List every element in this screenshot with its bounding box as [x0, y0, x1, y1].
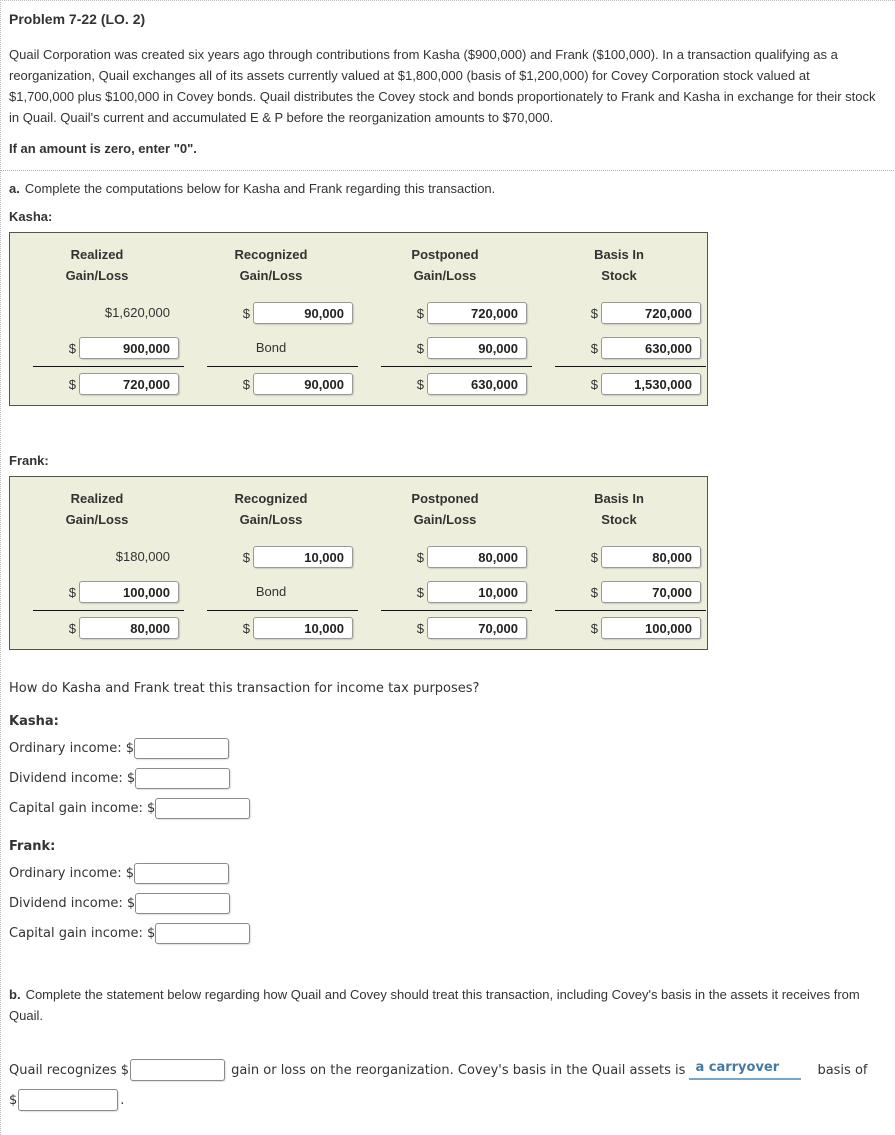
frank-recognized-total-input[interactable] [253, 617, 353, 639]
frank-realized-basis-input[interactable] [79, 581, 179, 603]
frank-ordinary-income-input[interactable] [134, 863, 229, 884]
sum-line [33, 610, 184, 611]
kasha-ordinary-income-row [9, 737, 887, 759]
ordinary-income-label: Ordinary income: $ [9, 740, 134, 756]
frank-gainloss-table [9, 476, 708, 650]
basis-amount-input[interactable] [18, 1089, 118, 1111]
col-header-postponed: Postponed Gain/Loss [411, 491, 479, 527]
basis-amount-line [9, 1089, 887, 1111]
kasha-basis-total-input[interactable] [601, 373, 701, 395]
ordinary-income-label: Ordinary income: $ [9, 865, 134, 881]
basis-type-dropdown[interactable]: a carryover [689, 1060, 801, 1080]
kasha-section-label: Kasha: [9, 209, 53, 224]
dollar-sign: $ [416, 305, 424, 321]
kasha-dividend-income-row [9, 767, 887, 789]
dollar-sign: $ [590, 305, 598, 321]
part-a-text: Complete the computations below for Kasha and Frank regarding this transaction. [24, 181, 496, 196]
sum-line [207, 366, 358, 367]
dollar-sign: $ [68, 620, 76, 636]
recognition-statement [9, 1059, 888, 1081]
sum-line [207, 610, 358, 611]
dollar-sign: $ [590, 620, 598, 636]
frank-capital-gain-income-row [9, 922, 887, 944]
col-header-basis: Basis In Stock [594, 247, 644, 283]
zero-instruction: If an amount is zero, enter "0". [9, 141, 197, 156]
dollar-sign: $ [242, 376, 250, 392]
sum-line [555, 366, 706, 367]
col-header-recognized: Recognized Gain/Loss [234, 491, 308, 527]
frank-postponed-total-input[interactable] [427, 617, 527, 639]
kasha-sum-lines [10, 366, 707, 367]
col-header-basis: Basis In Stock [594, 491, 644, 527]
dollar-sign: $ [590, 584, 598, 600]
frank-basis-bond-input[interactable] [601, 581, 701, 603]
dollar-sign: $ [416, 549, 424, 565]
gain-loss-amount-input[interactable] [130, 1059, 225, 1081]
sum-line [555, 610, 706, 611]
kasha-stock-basis-input[interactable] [601, 302, 701, 324]
dollar-sign: $ [68, 340, 76, 356]
kasha-realized-total-input[interactable] [79, 373, 179, 395]
capital-gain-income-label: Capital gain income: $ [9, 925, 156, 941]
dollar-sign: $ [590, 340, 598, 356]
dollar-sign: $ [242, 305, 250, 321]
frank-realized-total-input[interactable] [79, 617, 179, 639]
kasha-basis-bond-input[interactable] [601, 337, 701, 359]
kasha-income-heading: Kasha: [9, 714, 59, 729]
frank-income-heading: Frank: [9, 839, 56, 854]
kasha-bond-label: Bond [255, 340, 287, 355]
kasha-row-1 [10, 302, 707, 324]
frank-section-label: Frank: [9, 453, 49, 468]
dividend-income-label: Dividend income: $ [9, 895, 136, 911]
kasha-row-3 [10, 373, 707, 395]
frank-dividend-income-row [9, 892, 887, 914]
dollar-sign: $ [416, 340, 424, 356]
section-divider [1, 170, 895, 171]
sum-line [381, 366, 532, 367]
part-a-line [9, 181, 887, 196]
tax-question: How do Kasha and Frank treat this transaction for income tax purposes? [9, 681, 480, 696]
dollar-sign: $ [416, 376, 424, 392]
dividend-income-label: Dividend income: $ [9, 770, 136, 786]
frank-postponed-gain-input[interactable] [427, 546, 527, 568]
part-b-text: Complete the statement below regarding how Quail and Covey should treat this transaction, including Covey's basis in the assets it receives from Quail. [9, 987, 860, 1023]
kasha-recognized-total-input[interactable] [253, 373, 353, 395]
col-header-realized: Realized Gain/Loss [65, 247, 129, 283]
statement-middle-text: gain or loss on the reorganization. Covey's basis in the Quail assets is [231, 1062, 686, 1078]
frank-ordinary-income-row [9, 862, 887, 884]
page-title: Problem 7-22 (LO. 2) [9, 11, 146, 27]
statement-suffix-text: basis of [817, 1062, 868, 1078]
frank-stock-basis-input[interactable] [601, 546, 701, 568]
frank-table-header [10, 486, 707, 530]
frank-sum-lines [10, 610, 707, 611]
period-text: . [120, 1092, 125, 1108]
dollar-sign: $ [590, 549, 598, 565]
sum-line [33, 366, 184, 367]
kasha-ordinary-income-input[interactable] [134, 738, 229, 759]
kasha-capital-gain-income-input[interactable] [155, 798, 250, 819]
kasha-capital-gain-income-row [9, 797, 887, 819]
dollar-sign: $ [9, 1092, 18, 1108]
frank-bond-label: Bond [255, 584, 287, 599]
dollar-sign: $ [590, 376, 598, 392]
dollar-sign: $ [68, 584, 76, 600]
dollar-sign: $ [416, 584, 424, 600]
frank-row-3 [10, 617, 707, 639]
kasha-gainloss-table [9, 232, 708, 406]
problem-intro: Quail Corporation was created six years ago through contributions from Kasha ($900,000) and Frank ($100,000). In a transaction qualifying as a reorganization, Quail exchanges all of its assets currently valued at $1,800,000 (basis of $1,200,000) for Covey Corporation stock valued at $1,700,000 plus $100,000 in Covey bonds. Quail distributes the Covey stock and bonds proportionately to Frank and Kasha in exchange for their stock in Quail. Quail's current and accumulated E & P before the reorganization amounts to $70,000. [9, 47, 876, 125]
kasha-recognized-gain-input[interactable] [253, 302, 353, 324]
frank-basis-total-input[interactable] [601, 617, 701, 639]
dollar-sign: $ [242, 549, 250, 565]
part-a-label: a. [9, 181, 20, 196]
col-header-realized: Realized Gain/Loss [65, 491, 129, 527]
kasha-postponed-total-input[interactable] [427, 373, 527, 395]
frank-recognized-gain-input[interactable] [253, 546, 353, 568]
col-header-postponed: Postponed Gain/Loss [411, 247, 479, 283]
dollar-sign: $ [416, 620, 424, 636]
part-b-line [9, 984, 887, 1026]
frank-capital-gain-income-input[interactable] [155, 923, 250, 944]
frank-postponed-bond-input[interactable] [427, 581, 527, 603]
kasha-row-2 [10, 337, 707, 359]
capital-gain-income-label: Capital gain income: $ [9, 800, 156, 816]
kasha-postponed-bond-input[interactable] [427, 337, 527, 359]
kasha-realized-basis-input[interactable] [79, 337, 179, 359]
dollar-sign: $ [68, 376, 76, 392]
sum-line [381, 610, 532, 611]
kasha-postponed-gain-input[interactable] [427, 302, 527, 324]
frank-row-1 [10, 546, 707, 568]
part-b-label: b. [9, 987, 21, 1002]
col-header-recognized: Recognized Gain/Loss [234, 247, 308, 283]
frank-row-2 [10, 581, 707, 603]
frank-dividend-income-input[interactable] [135, 893, 230, 914]
kasha-table-header [10, 242, 707, 286]
frank-realized-amount-text: $180,000 [115, 549, 170, 564]
kasha-dividend-income-input[interactable] [135, 768, 230, 789]
dollar-sign: $ [242, 620, 250, 636]
statement-lead-text: Quail recognizes $ [9, 1062, 130, 1078]
kasha-realized-amount-text: $1,620,000 [104, 305, 170, 320]
